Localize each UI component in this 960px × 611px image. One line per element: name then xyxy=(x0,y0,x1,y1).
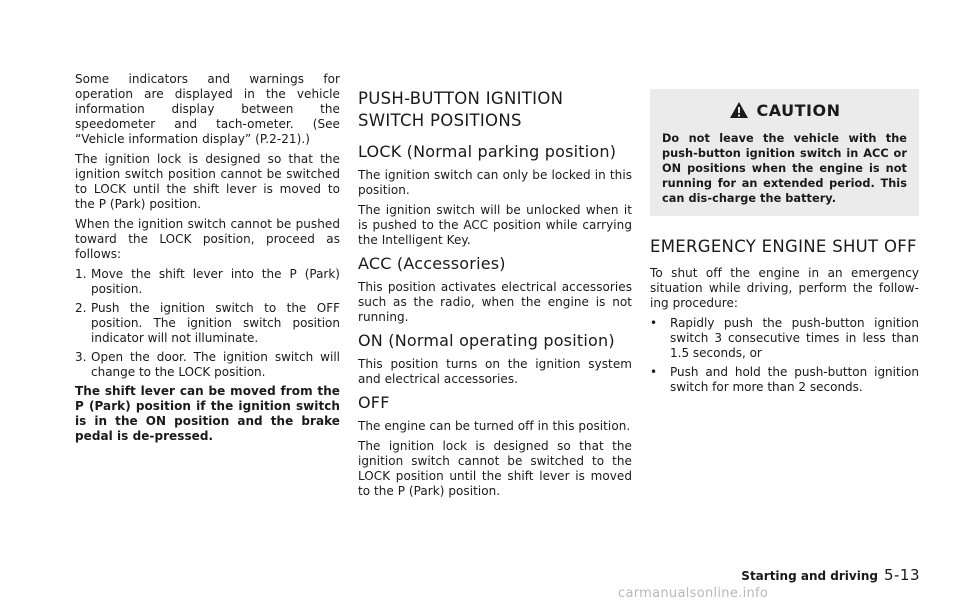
middle-column xyxy=(358,88,632,504)
lock-paragraph-2: The ignition switch will be unlocked when it is pushed to the ACC position while carrying the Intelligent Key. xyxy=(358,203,632,247)
caution-text: Do not leave the vehicle with the push-button ignition switch in ACC or ON positions when the engine is not running for an extended period. This can dis-charge the battery. xyxy=(662,132,907,205)
acc-heading: ACC (Accessories) xyxy=(358,254,506,273)
lock-heading: LOCK (Normal parking position) xyxy=(358,142,617,161)
off-heading: OFF xyxy=(358,393,390,412)
step-item xyxy=(75,301,340,346)
step-item xyxy=(75,350,340,380)
step-text: Push the ignition switch to the OFF position. The ignition switch position indicator will not illuminate. xyxy=(91,301,340,345)
bullet-mark: • xyxy=(650,365,658,379)
bullet-mark: • xyxy=(650,316,658,330)
watermark-text: carmanualsonline.info xyxy=(618,586,769,601)
page-footer xyxy=(741,566,920,584)
right-column xyxy=(650,89,919,399)
step-number: 3. xyxy=(75,350,87,364)
intro-paragraph: Some indicators and warnings for operation are displayed in the vehicle information display between the speedometer and tach-ometer. (See “Vehicle information display” (P.2-21).) xyxy=(75,72,340,146)
section-heading: PUSH-BUTTON IGNITION SWITCH POSITIONS xyxy=(358,89,564,130)
ignition-lock-paragraph: The ignition lock is designed so that the ignition switch position cannot be switched to LOCK until the shift lever is moved to the P (Park) position. xyxy=(75,152,340,211)
footer-section-title: Starting and driving xyxy=(741,569,878,583)
bullet-text: Push and hold the push-button ignition switch for more than 2 seconds. xyxy=(670,365,919,394)
step-number: 2. xyxy=(75,301,87,315)
procedure-intro: When the ignition switch cannot be pushed toward the LOCK position, proceed as follows: xyxy=(75,217,340,261)
bullet-item xyxy=(650,365,919,395)
emergency-heading: EMERGENCY ENGINE SHUT OFF xyxy=(650,237,917,256)
bullet-text: Rapidly push the push-button ignition switch 3 consecutive times in less than 1.5 seconds, or xyxy=(670,316,919,360)
procedure-steps xyxy=(75,267,340,380)
acc-paragraph: This position activates electrical accessories such as the radio, when the engine is not running. xyxy=(358,280,632,324)
lock-paragraph-1: The ignition switch can only be locked in this position. xyxy=(358,168,632,197)
step-text: Move the shift lever into the P (Park) position. xyxy=(91,267,340,296)
emergency-intro: To shut off the engine in an emergency situation while driving, perform the follow-ing procedure: xyxy=(650,266,919,310)
shift-lever-note: The shift lever can be moved from the P (Park) position if the ignition switch is in the ON position and the brake pedal is de-pressed. xyxy=(75,384,340,443)
off-paragraph-1: The engine can be turned off in this position. xyxy=(358,419,631,433)
caution-box xyxy=(650,89,919,216)
off-paragraph-2: The ignition lock is designed so that the ignition switch cannot be switched to the LOCK position until the shift lever is moved to the P (Park) position. xyxy=(358,439,632,498)
left-column xyxy=(75,72,340,449)
on-paragraph: This position turns on the ignition system and electrical accessories. xyxy=(358,357,632,386)
caution-header xyxy=(662,89,907,131)
on-heading: ON (Normal operating position) xyxy=(358,331,615,350)
page-number: 5-13 xyxy=(883,566,920,584)
caution-label: CAUTION xyxy=(756,100,841,120)
emergency-steps xyxy=(650,316,919,395)
bullet-item xyxy=(650,316,919,361)
step-number: 1. xyxy=(75,267,87,281)
step-item xyxy=(75,267,340,297)
step-text: Open the door. The ignition switch will change to the LOCK position. xyxy=(91,350,340,379)
warning-triangle-icon xyxy=(729,101,749,119)
